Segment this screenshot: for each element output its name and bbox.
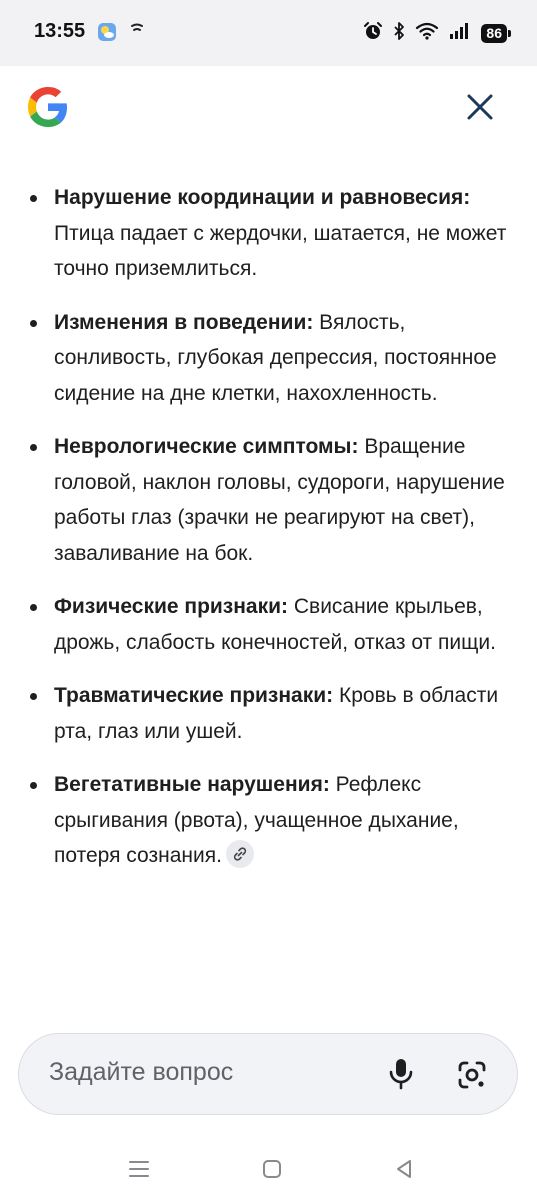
close-icon [466, 93, 494, 121]
close-button[interactable] [458, 85, 502, 129]
source-link-button[interactable] [226, 840, 254, 868]
item-text: Вялость, сонливость, глубокая депрессия, постоянное сидение на дне клетки, нахохленность. [54, 310, 497, 405]
home-square-icon [261, 1158, 283, 1180]
list-item [22, 429, 522, 571]
wifi-icon [415, 21, 439, 46]
mic-icon [388, 1058, 414, 1090]
item-text: Кровь в области рта, глаз или ушей. [54, 684, 499, 743]
status-left [34, 20, 145, 43]
answer-content [22, 180, 522, 892]
item-text: Вращение головой, наклон головы, судороги, нарушение работы глаз (зрачки не реагируют на свет), заваливание на бок. [54, 435, 505, 565]
item-title: Изменения в поведении: [54, 310, 314, 334]
status-bar [0, 0, 537, 66]
home-button[interactable] [257, 1154, 287, 1184]
item-text: Свисание крыльев, дрожь, слабость конечностей, отказ от пищи. [54, 595, 496, 654]
lens-button[interactable] [451, 1054, 493, 1096]
signal-icon [449, 22, 471, 45]
list-item [22, 678, 522, 749]
symptom-list [22, 180, 522, 874]
status-right [363, 21, 507, 46]
item-title: Травматические признаки: [54, 684, 334, 707]
item-text: Рефлекс срыгивания (рвота), учащенное дыхание, потеря сознания. [54, 773, 459, 867]
weather-icon [97, 22, 117, 42]
nfc-icon [129, 22, 145, 41]
status-time: 13:55 [34, 20, 86, 42]
battery-icon: 86 [481, 24, 507, 43]
ask-bar[interactable] [18, 1033, 518, 1115]
item-text: Птица падает с жердочки, шатается, не может точно приземлиться. [54, 221, 507, 280]
list-item [22, 589, 522, 660]
item-title: Нарушение координации и равновесия: [54, 186, 471, 209]
list-item [22, 305, 522, 412]
back-button[interactable] [389, 1154, 419, 1184]
camera-lens-icon [456, 1059, 488, 1091]
item-title: Физические признаки: [54, 595, 289, 618]
link-icon [232, 846, 248, 862]
menu-icon [128, 1159, 150, 1179]
item-title: Вегетативные нарушения: [54, 773, 330, 796]
list-item [22, 180, 522, 287]
navigation-bar [0, 1140, 537, 1200]
back-triangle-icon [393, 1158, 415, 1180]
list-item [22, 767, 522, 874]
alarm-icon [363, 21, 383, 46]
mic-button[interactable] [381, 1054, 421, 1094]
item-title: Неврологические симптомы: [54, 435, 359, 458]
google-logo [23, 82, 73, 132]
search-input[interactable]: Задайте вопрос [49, 1058, 234, 1086]
bluetooth-icon [393, 21, 405, 46]
recent-apps-button[interactable] [124, 1154, 154, 1184]
